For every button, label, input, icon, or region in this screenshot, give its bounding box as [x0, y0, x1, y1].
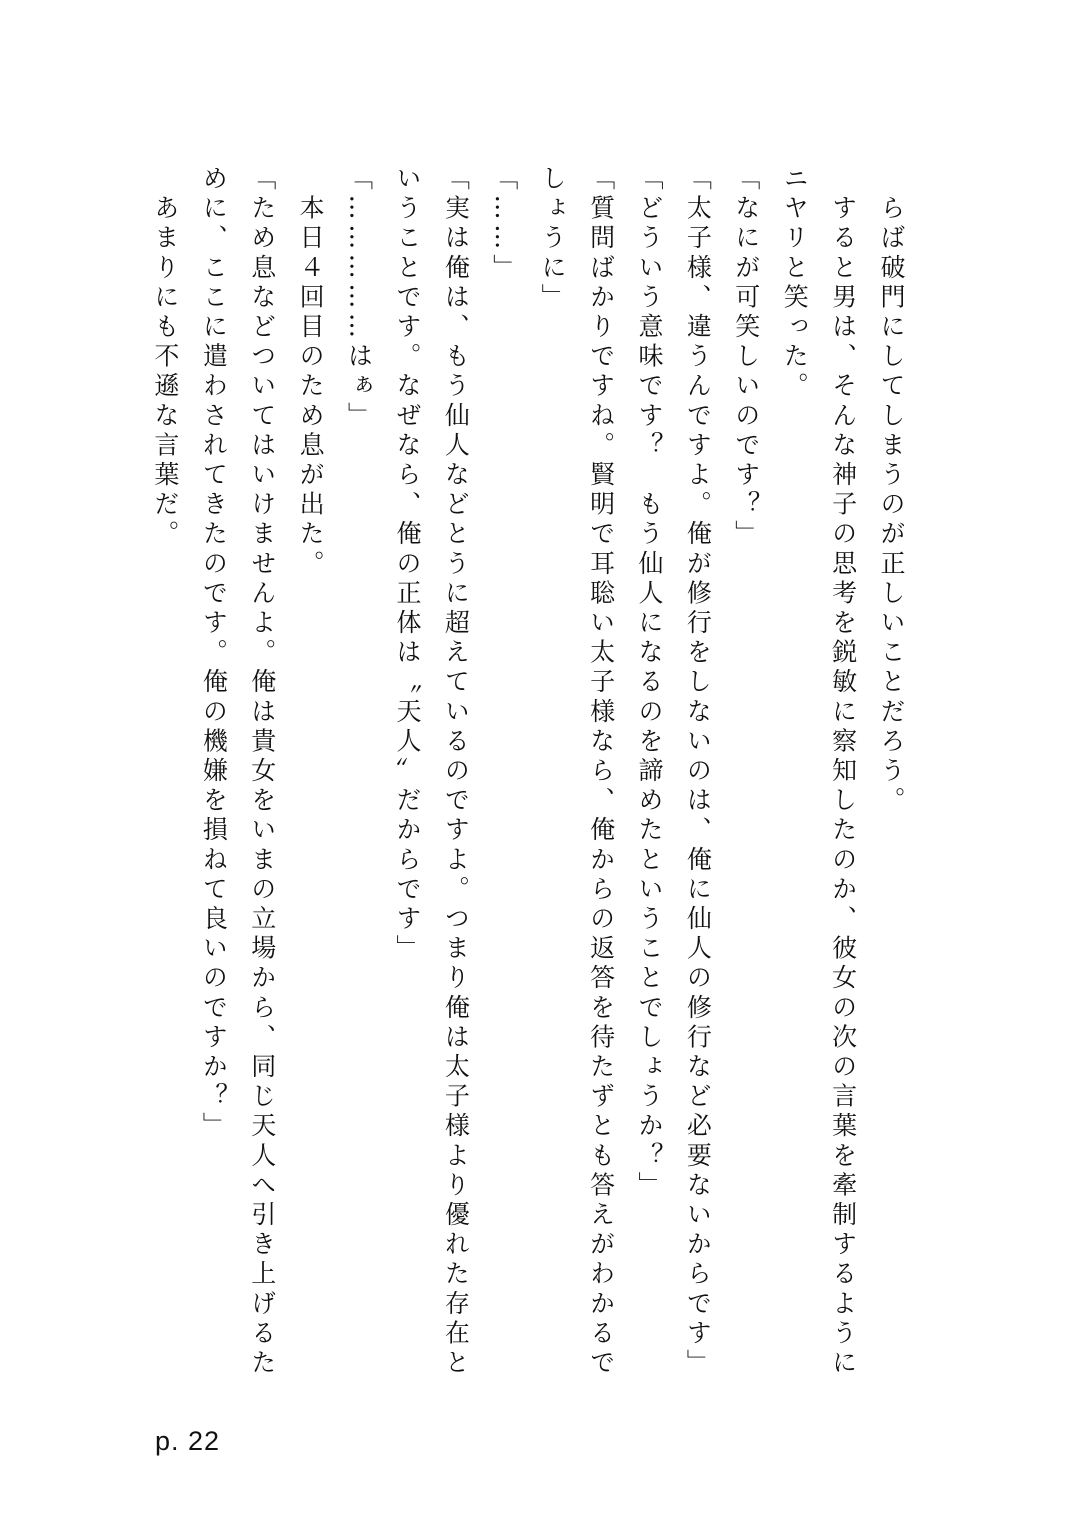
text-line-6: 「どういう意味です？ もう仙人になるのを諦めたということでしょうか？」 [634, 165, 664, 1201]
text-line-11: いうことです。なぜなら、俺の正体は〝天人〟だからです」 [392, 165, 422, 965]
vertical-text-body [150, 165, 915, 1405]
text-line-5: 「太子様、違うんですよ。俺が修行をしないのは、俺に仙人の修行など必要ないからです」 [683, 165, 713, 1379]
text-line-4: 「なにが可笑しいのです？」 [731, 165, 761, 550]
text-line-7: 「質問ばかりですね。賢明で耳聡い太子様なら、俺からの返答を待たずとも答えがわかるで [586, 165, 616, 1379]
text-line-15: めに、ここに遣わされてきたのです。俺の機嫌を損ねて良いのですか？」 [199, 165, 229, 1142]
text-line-3: ニヤリと笑った。 [780, 165, 810, 402]
text-line-14: 「ため息などついてはいけませんよ。俺は貴女をいまの立場から、同じ天人へ引き上げるた [247, 165, 277, 1379]
text-line-10: 「実は俺は、もう仙人などとうに超えているのですよ。つまり俺は太子様より優れた存在と [441, 165, 471, 1379]
text-line-9: 「……」 [489, 165, 519, 284]
text-line-2: すると男は、そんな神子の思考を鋭敏に察知したのか、彼女の次の言葉を牽制するように [828, 165, 858, 1379]
text-line-16: あまりにも不遜な言葉だ。 [150, 165, 180, 550]
text-line-12: 「……………はぁ」 [344, 165, 374, 432]
text-line-8: しょうに」 [538, 165, 568, 313]
text-line-13: 本日４回目のため息が出た。 [296, 165, 326, 580]
text-line-1: らば破門にしてしまうのが正しいことだろう。 [877, 165, 906, 817]
page-number: p. 22 [155, 1426, 221, 1456]
